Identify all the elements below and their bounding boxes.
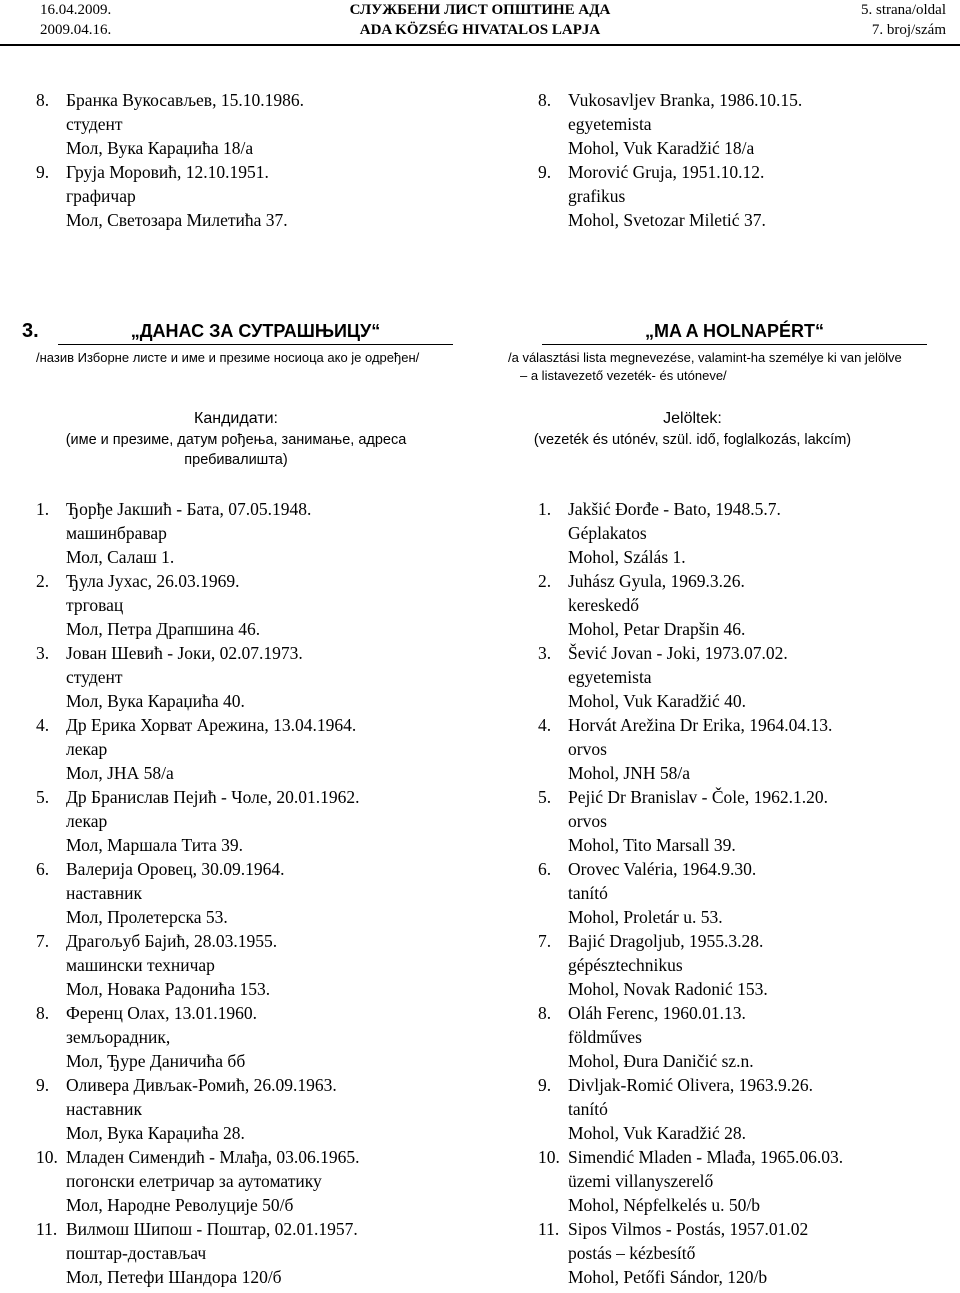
entry-address: Мол, Петра Драпшина 46. — [66, 619, 261, 639]
entry-address: Мол, Вука Караџића 28. — [66, 1123, 245, 1143]
entry-number: 7. — [538, 931, 552, 951]
candidates-desc-sr-line1: (име и презиме, датум рођења, занимање, адреса — [65, 432, 407, 448]
entry-address: Мол, Маршала Тита 39. — [66, 835, 243, 855]
entry-number: 4. — [36, 715, 50, 735]
entry-name-birthdate: Ђорђе Јакшић - Бата, 07.05.1948. — [66, 499, 312, 519]
entry-number: 9. — [538, 162, 552, 182]
candidate-entry — [538, 857, 958, 929]
header-page-info — [861, 0, 946, 40]
entry-name-birthdate: Оливера Дивљак-Ромић, 26.09.1963. — [66, 1075, 337, 1095]
entry-number: 8. — [538, 90, 552, 110]
entry-name-birthdate: Јован Шевић - Јоки, 02.07.1973. — [66, 643, 303, 663]
candidate-entry — [538, 713, 958, 785]
candidate-entry — [538, 641, 958, 713]
entry-details — [66, 160, 476, 232]
header-date-hu: 2009.04.16. — [40, 22, 112, 38]
entry-address: Мол, Салаш 1. — [66, 547, 175, 567]
entry-name-birthdate: Bajić Dragoljub, 1955.3.28. — [568, 931, 764, 951]
section-number: 3. — [22, 320, 39, 342]
entry-details — [568, 785, 958, 857]
entry-occupation: egyetemista — [568, 114, 652, 134]
entry-number: 8. — [36, 90, 50, 110]
entry-occupation: студент — [66, 114, 123, 134]
entry-name-birthdate: Šević Jovan - Joki, 1973.07.02. — [568, 643, 788, 663]
entry-details — [568, 1145, 958, 1217]
entry-details — [66, 569, 476, 641]
entry-address: Mohol, Proletár u. 53. — [568, 907, 723, 927]
candidates-label-hu: Jelöltek: — [663, 410, 722, 427]
entry-number: 1. — [538, 499, 552, 519]
entry-name-birthdate: Horvát Arežina Dr Erika, 1964.04.13. — [568, 715, 833, 735]
candidate-entry — [36, 641, 476, 713]
entry-number: 5. — [36, 787, 50, 807]
entry-number: 8. — [538, 1003, 552, 1023]
entry-address: Mohol, Đura Daničić sz.n. — [568, 1051, 754, 1071]
candidate-entry — [538, 929, 958, 1001]
top-entries-sr — [36, 88, 476, 232]
candidates-desc-sr-line2: пребивалишта) — [184, 452, 288, 468]
entry-address: Mohol, Szálás 1. — [568, 547, 686, 567]
entry-details — [66, 1145, 476, 1217]
entry-number: 2. — [538, 571, 552, 591]
entry-occupation: orvos — [568, 811, 607, 831]
candidates-label-sr: Кандидати: — [194, 410, 278, 427]
candidate-entry — [36, 713, 476, 785]
entry-number: 10. — [538, 1147, 560, 1167]
entry-details — [66, 641, 476, 713]
header-issue-number: 7. broj/szám — [871, 22, 946, 38]
entry-details — [568, 929, 958, 1001]
entry-number: 6. — [36, 859, 50, 879]
entry-occupation: лекар — [66, 739, 108, 759]
entry-name-birthdate: Simendić Mladen - Mlađa, 1965.06.03. — [568, 1147, 844, 1167]
entry-details — [568, 713, 958, 785]
entry-name-birthdate: Драгољуб Бајић, 28.03.1955. — [66, 931, 278, 951]
candidate-entry — [36, 785, 476, 857]
entry-occupation: földműves — [568, 1027, 642, 1047]
list-note-hu-line2: – a listavezető vezeték- és utóneve/ — [520, 368, 727, 383]
entry-occupation: поштар-достављач — [66, 1243, 207, 1263]
list-name-sr: „ДАНАС ЗА СУТРАШЊИЦУ“ — [58, 318, 453, 345]
candidate-entry — [538, 1073, 958, 1145]
entry-address: Mohol, JNH 58/a — [568, 763, 691, 783]
candidate-entry — [36, 497, 476, 569]
entry-address: Мол, Вука Караџића 18/а — [66, 138, 254, 158]
entry-address: Mohol, Vuk Karadžić 40. — [568, 691, 746, 711]
candidate-entry — [36, 1073, 476, 1145]
entry-address: Мол, Ђуре Даничића бб — [66, 1051, 246, 1071]
entry-address: Mohol, Petar Drapšin 46. — [568, 619, 746, 639]
entry-occupation: tanító — [568, 1099, 608, 1119]
entry-name-birthdate: Др Ерика Хорват Арежина, 13.04.1964. — [66, 715, 357, 735]
entry-name-birthdate: Oláh Ferenc, 1960.01.13. — [568, 1003, 746, 1023]
entry-name-birthdate: Младен Симендић - Млађа, 03.06.1965. — [66, 1147, 360, 1167]
entry-address: Мол, Новака Радонића 153. — [66, 979, 271, 999]
top-entries-hu — [538, 88, 958, 232]
candidate-entry — [538, 88, 958, 160]
entry-address: Mohol, Vuk Karadžić 28. — [568, 1123, 746, 1143]
entry-details — [568, 1001, 958, 1073]
candidates-desc-hu: (vezeték és utónév, szül. idő, foglalkozás, lakcím) — [533, 432, 852, 448]
entry-number: 9. — [538, 1075, 552, 1095]
entry-occupation: orvos — [568, 739, 607, 759]
entry-details — [568, 497, 958, 569]
entry-name-birthdate: Ференц Олах, 13.01.1960. — [66, 1003, 257, 1023]
entry-address: Мол, Народне Револуције 50/б — [66, 1195, 294, 1215]
candidate-entry — [36, 1217, 476, 1289]
header-date-sr: 16.04.2009. — [40, 2, 112, 18]
candidate-entry — [538, 1217, 958, 1289]
entry-address: Mohol, Tito Marsall 39. — [568, 835, 736, 855]
entry-details — [568, 1073, 958, 1145]
entry-address: Мол, Петефи Шандора 120/б — [66, 1267, 282, 1287]
candidate-entry — [538, 1001, 958, 1073]
entry-details — [66, 1001, 476, 1073]
entry-number: 6. — [538, 859, 552, 879]
entry-name-birthdate: Бранка Вукосављев, 15.10.1986. — [66, 90, 304, 110]
entry-number: 11. — [538, 1219, 560, 1239]
section-title — [22, 318, 952, 344]
entry-number: 3. — [36, 643, 50, 663]
candidates-list-sr — [36, 497, 476, 1289]
candidate-entry — [538, 569, 958, 641]
list-note-hu — [508, 349, 958, 385]
entry-number: 7. — [36, 931, 50, 951]
candidate-entry — [36, 1001, 476, 1073]
entry-name-birthdate: Vukosavljev Branka, 1986.10.15. — [568, 90, 803, 110]
entry-occupation: Géplakatos — [568, 523, 647, 543]
entry-details — [568, 1217, 958, 1289]
entry-details — [66, 1217, 476, 1289]
entry-name-birthdate: Orovec Valéria, 1964.9.30. — [568, 859, 757, 879]
entry-occupation: tanító — [568, 883, 608, 903]
candidate-entry — [538, 497, 958, 569]
entry-details — [66, 713, 476, 785]
entry-address: Мол, Пролетерска 53. — [66, 907, 228, 927]
entry-name-birthdate: Грујa Моровић, 12.10.1951. — [66, 162, 269, 182]
entry-details — [66, 88, 476, 160]
entry-occupation: погонски елетричар за аутоматику — [66, 1171, 322, 1191]
page-header — [0, 0, 960, 46]
entry-occupation: egyetemista — [568, 667, 652, 687]
list-name-hu: „MA A HOLNAPÉRT“ — [542, 318, 927, 345]
entry-number: 11. — [36, 1219, 58, 1239]
entry-details — [66, 857, 476, 929]
entry-address: Mohol, Népfelkelés u. 50/b — [568, 1195, 760, 1215]
entry-occupation: postás – kézbesítő — [568, 1243, 696, 1263]
entry-details — [568, 88, 958, 160]
entry-number: 10. — [36, 1147, 58, 1167]
candidates-heading-hu — [500, 408, 885, 450]
candidate-entry — [538, 1145, 958, 1217]
list-note-hu-line1: /a választási lista megnevezése, valamint-ha személye ki van jelölve — [508, 350, 902, 365]
entry-details — [568, 569, 958, 641]
candidate-entry — [538, 160, 958, 232]
entry-address: Mohol, Petőfi Sándor, 120/b — [568, 1267, 768, 1287]
entry-details — [66, 785, 476, 857]
header-titles — [0, 0, 960, 40]
entry-occupation: графичар — [66, 186, 136, 206]
entry-details — [568, 641, 958, 713]
entry-name-birthdate: Sipos Vilmos - Postás, 1957.01.02 — [568, 1219, 809, 1239]
entry-occupation: gépésztechnikus — [568, 955, 683, 975]
candidate-entry — [36, 569, 476, 641]
entry-name-birthdate: Ђула Јухас, 26.03.1969. — [66, 571, 240, 591]
header-title-hu: ADA KÖZSÉG HIVATALOS LAPJA — [359, 22, 601, 38]
entry-number: 9. — [36, 1075, 50, 1095]
candidate-entry — [36, 88, 476, 160]
header-page-number: 5. strana/oldal — [861, 2, 946, 18]
candidate-entry — [36, 1145, 476, 1217]
entry-occupation: üzemi villanyszerelő — [568, 1171, 714, 1191]
entry-occupation: kereskedő — [568, 595, 639, 615]
candidates-list-hu — [538, 497, 958, 1289]
header-title-sr: СЛУЖБЕНИ ЛИСТ ОПШТИНЕ АДА — [349, 2, 611, 18]
entry-occupation: наставник — [66, 883, 143, 903]
entry-details — [568, 160, 958, 232]
list-note-sr: /назив Изборне листе и име и презиме носиоца ако је одређен/ — [36, 350, 420, 365]
entry-occupation: наставник — [66, 1099, 143, 1119]
entry-address: Mohol, Novak Radonić 153. — [568, 979, 768, 999]
entry-name-birthdate: Валерија Оровец, 30.09.1964. — [66, 859, 285, 879]
entry-details — [66, 929, 476, 1001]
entry-details — [66, 1073, 476, 1145]
entry-name-birthdate: Divljak-Romić Olivera, 1963.9.26. — [568, 1075, 813, 1095]
entry-number: 1. — [36, 499, 50, 519]
entry-address: Mohol, Vuk Karadžić 18/a — [568, 138, 755, 158]
entry-occupation: земљорадник, — [66, 1027, 171, 1047]
entry-address: Mohol, Svetozar Miletić 37. — [568, 210, 766, 230]
entry-details — [568, 857, 958, 929]
entry-address: Мол, Светозара Милетића 37. — [66, 210, 288, 230]
entry-number: 5. — [538, 787, 552, 807]
entry-number: 4. — [538, 715, 552, 735]
entry-occupation: машински техничар — [66, 955, 215, 975]
entry-name-birthdate: Morović Gruja, 1951.10.12. — [568, 162, 765, 182]
entry-address: Мол, ЈНА 58/а — [66, 763, 174, 783]
candidate-entry — [36, 160, 476, 232]
entry-number: 8. — [36, 1003, 50, 1023]
entry-number: 9. — [36, 162, 50, 182]
entry-occupation: лекар — [66, 811, 108, 831]
entry-name-birthdate: Juhász Gyula, 1969.3.26. — [568, 571, 745, 591]
entry-occupation: трговац — [66, 595, 124, 615]
entry-number: 3. — [538, 643, 552, 663]
entry-name-birthdate: Др Бранислав Пејић - Чоле, 20.01.1962. — [66, 787, 360, 807]
candidate-entry — [36, 929, 476, 1001]
candidate-entry — [36, 857, 476, 929]
entry-name-birthdate: Вилмош Шипош - Поштар, 02.01.1957. — [66, 1219, 358, 1239]
entry-number: 2. — [36, 571, 50, 591]
entry-details — [66, 497, 476, 569]
entry-occupation: машинбравар — [66, 523, 167, 543]
entry-occupation: grafikus — [568, 186, 626, 206]
entry-name-birthdate: Jakšić Đorđe - Bato, 1948.5.7. — [568, 499, 781, 519]
entry-address: Мол, Вука Караџића 40. — [66, 691, 245, 711]
candidates-heading-sr — [36, 408, 436, 470]
entry-occupation: студент — [66, 667, 123, 687]
candidate-entry — [538, 785, 958, 857]
entry-name-birthdate: Pejić Dr Branislav - Čole, 1962.1.20. — [568, 787, 829, 807]
